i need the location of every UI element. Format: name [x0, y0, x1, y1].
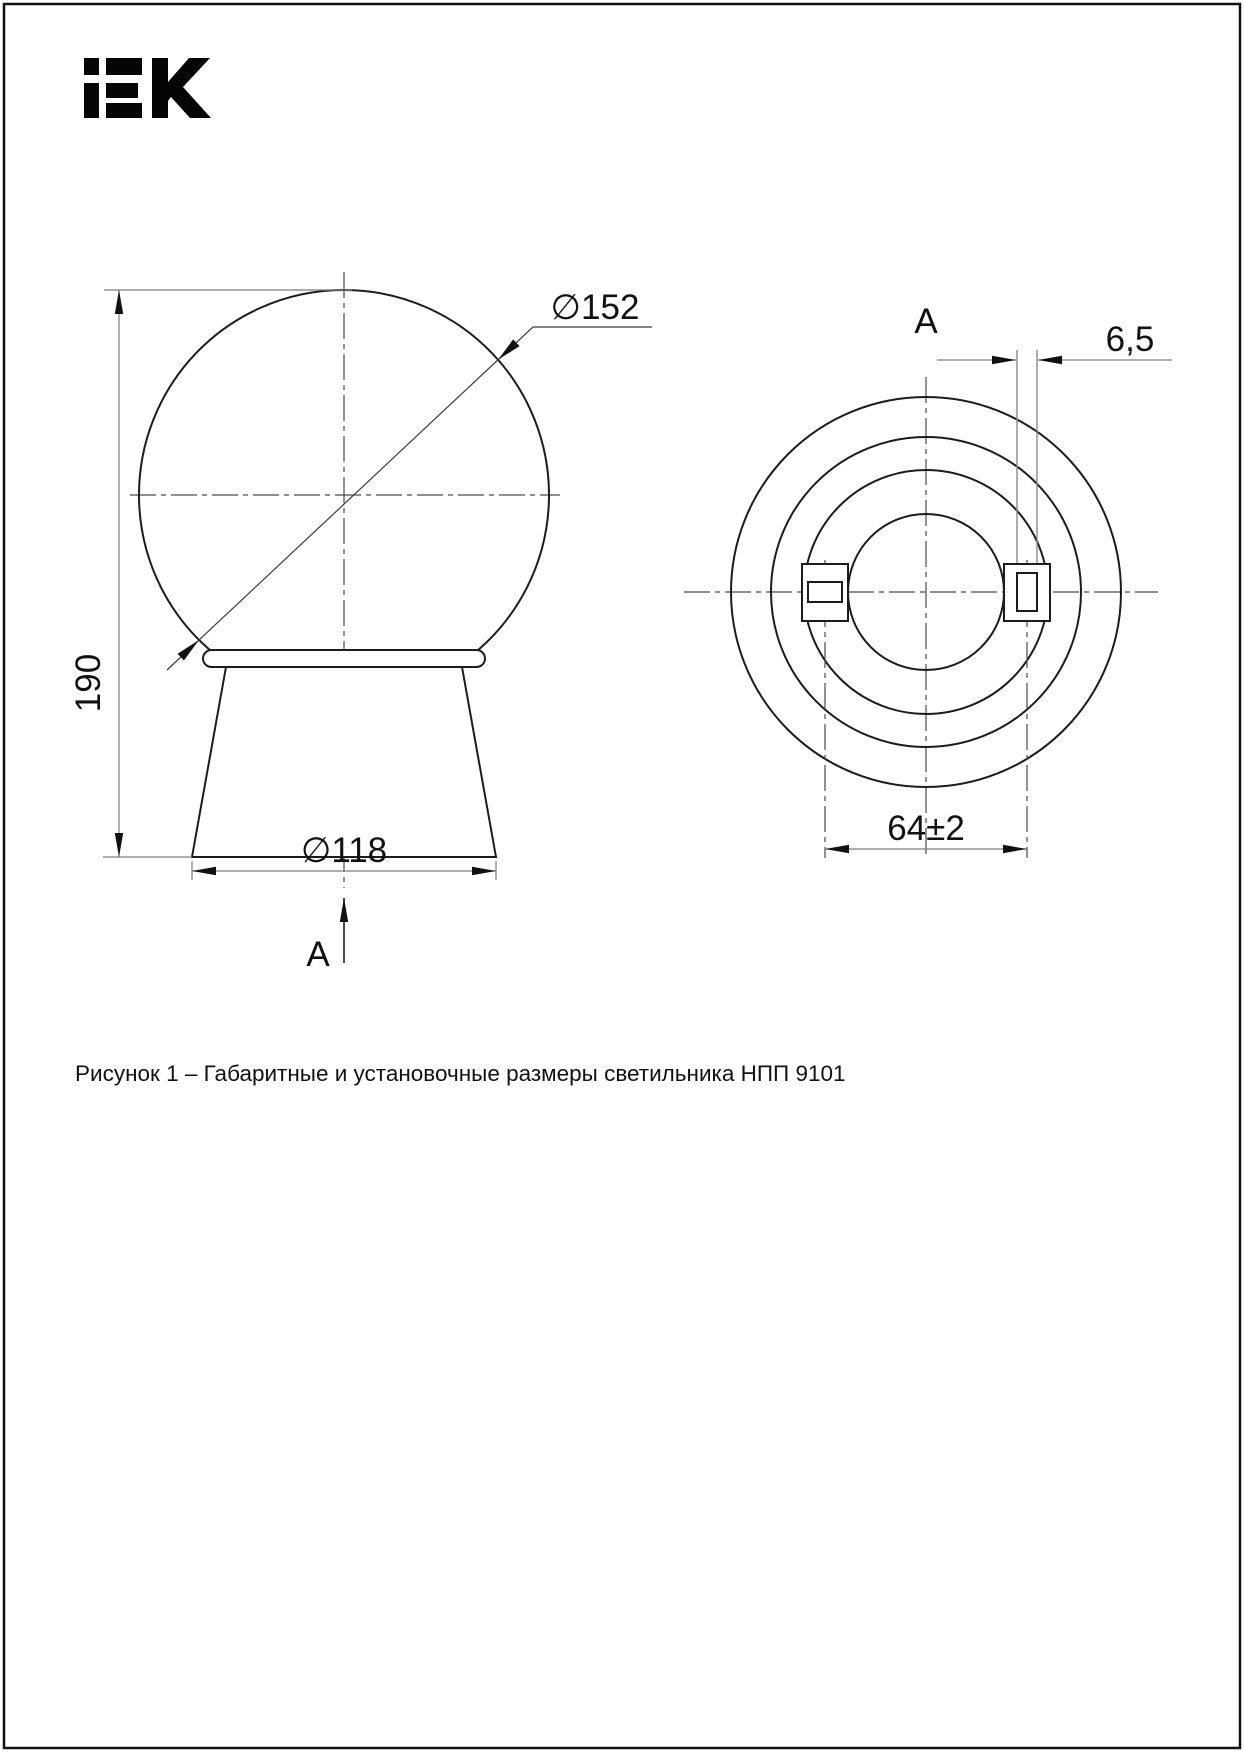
top-view [684, 302, 1172, 858]
section-label-front: A [306, 935, 330, 974]
iek-logo [84, 58, 211, 118]
logo-e-top-bar [106, 58, 142, 75]
hole-spacing-label: 64±2 [887, 809, 965, 848]
base-diameter-label: ∅118 [300, 831, 388, 870]
left-mounting-hole [802, 564, 848, 621]
logo-k [152, 58, 211, 118]
logo-e-mid-bar [106, 83, 138, 98]
front-view [69, 272, 652, 974]
sphere-diameter-label: ∅152 [550, 288, 640, 327]
hole-width-dimension [937, 320, 1172, 360]
right-mounting-hole [1004, 564, 1050, 621]
lamp-base [192, 667, 496, 857]
hole-width-label: 6,5 [1105, 320, 1155, 359]
section-label-top: A [914, 302, 938, 341]
logo-e-bottom-bar [106, 103, 142, 118]
lamp-collar [203, 650, 485, 667]
page-border [4, 4, 1240, 1748]
hole-spacing-dimension [825, 809, 1027, 849]
sphere-diameter-dimension [167, 288, 652, 670]
height-dimension-label: 190 [69, 653, 108, 713]
section-arrow [306, 898, 344, 974]
logo-i-dot [84, 58, 99, 75]
sphere-diameter-leader [167, 327, 652, 670]
logo-i-stem [84, 83, 99, 118]
figure-caption: Рисунок 1 – Габаритные и установочные размеры светильника НПП 9101 [75, 1061, 846, 1086]
